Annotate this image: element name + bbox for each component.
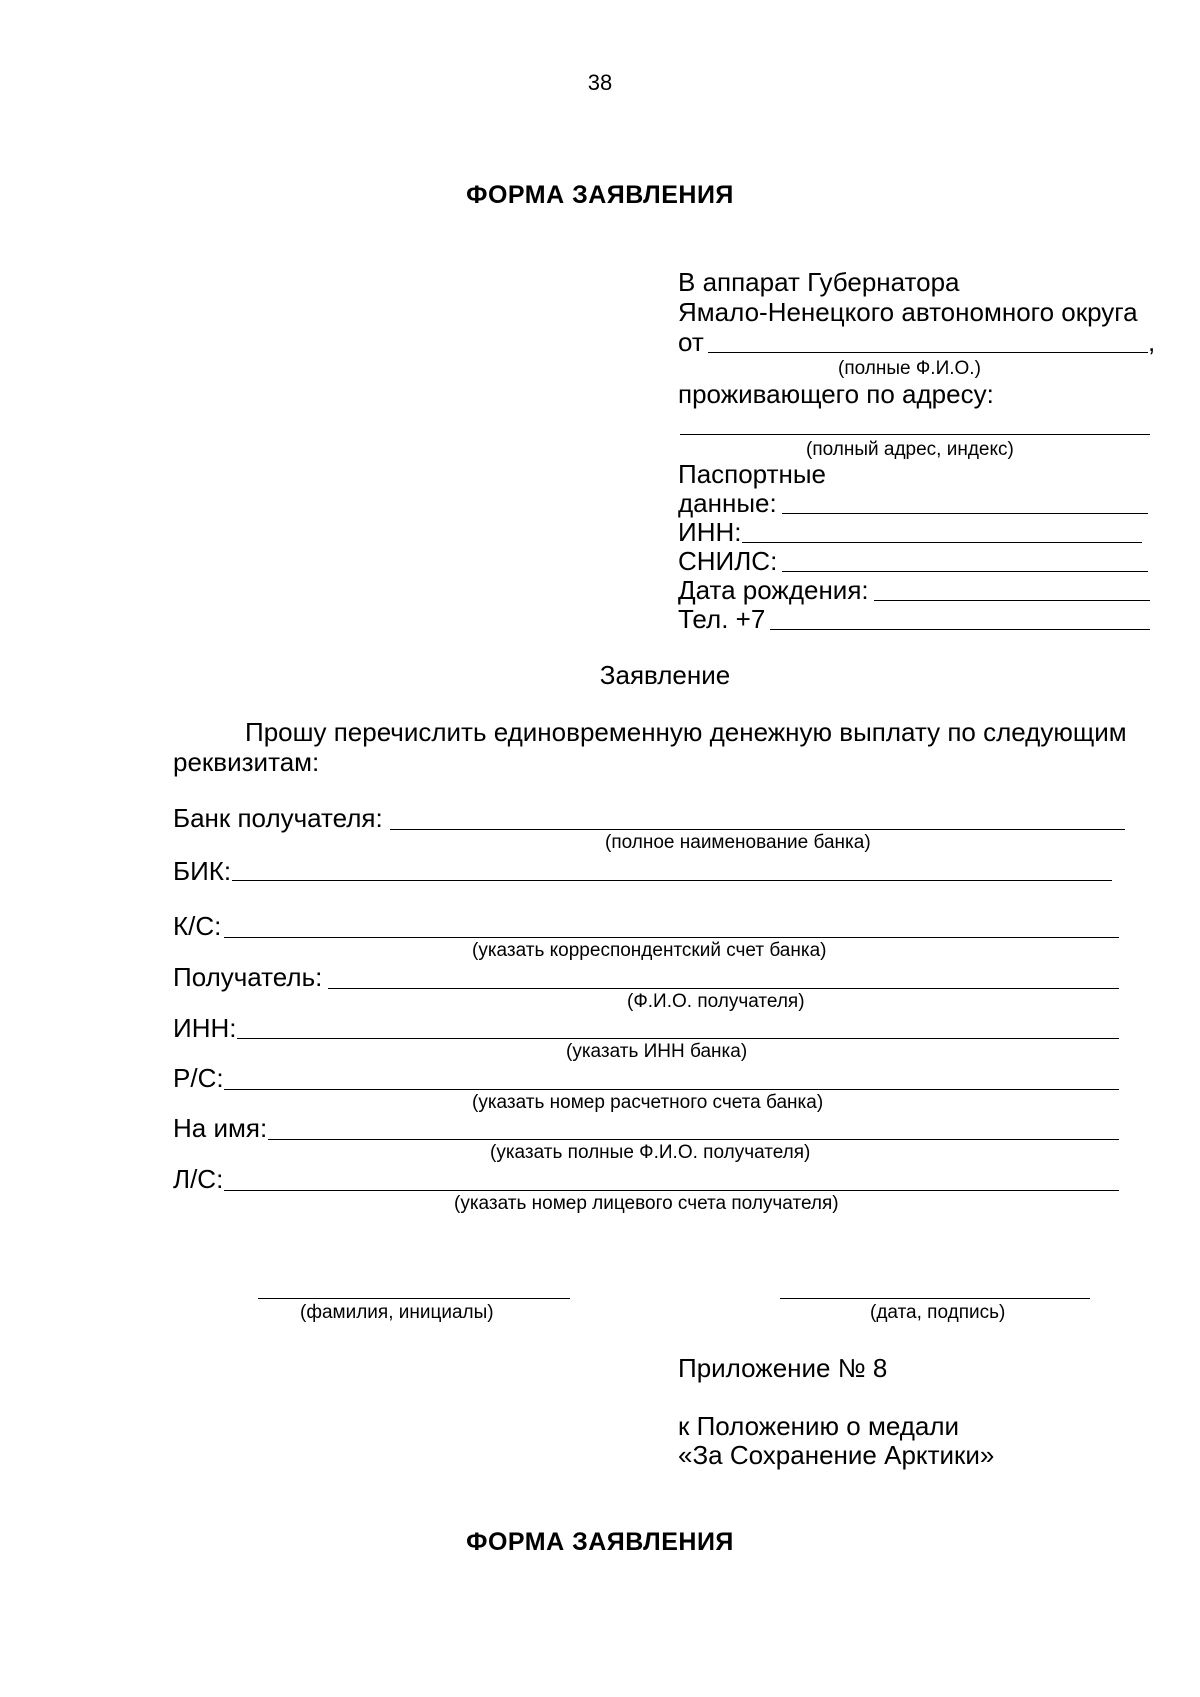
birth-date-label: Дата рождения: [678,575,869,605]
statement-heading: Заявление [599,660,731,690]
field-label: Банк получателя: [173,803,383,833]
date-signature-hint: (дата, подпись) [870,1302,1006,1323]
correspondent-account-field[interactable] [224,937,1119,938]
recipient-field[interactable] [328,988,1119,989]
field-hint: (полное наименование банка) [605,832,871,853]
field-label: БИК: [173,856,232,886]
statement-body-line-1: Прошу перечислить единовременную денежную выплату по следующим [245,717,1127,747]
passport-label-2: данные: [678,488,777,518]
address-field[interactable] [680,434,1150,435]
inn-label: ИНН: [678,517,742,547]
passport-field[interactable] [782,513,1148,514]
form-title: ФОРМА ЗАЯВЛЕНИЯ [466,181,734,209]
field-label: ИНН: [173,1013,237,1043]
surname-initials-hint: (фамилия, инициалы) [300,1302,494,1323]
from-comma: , [1148,327,1156,357]
from-label: от [678,327,704,357]
field-hint: (Ф.И.О. получателя) [627,991,805,1012]
statement-body-line-2: реквизитам: [173,747,320,777]
addressee-line-2: Ямало-Ненецкого автономного округа [678,297,1138,327]
addressee-line-1: В аппарат Губернатора [678,267,960,297]
field-label: К/С: [173,911,222,941]
address-hint: (полный адрес, индекс) [806,439,1014,460]
residing-label: проживающего по адресу: [678,379,994,409]
field-hint: (указать номер расчетного счета банка) [472,1092,824,1113]
appendix-medal-name: «За Сохранение Арктики» [678,1440,995,1470]
field-hint: (указать полные Ф.И.О. получателя) [490,1142,811,1163]
from-name-field[interactable] [708,352,1148,353]
snils-field[interactable] [782,571,1148,572]
surname-initials-field[interactable] [258,1298,570,1299]
form-title-2: ФОРМА ЗАЯВЛЕНИЯ [466,1528,734,1556]
phone-label: Тел. +7 [678,604,766,634]
field-hint: (указать корреспондентский счет банка) [472,940,827,961]
field-label: Р/С: [173,1063,224,1093]
inn-field[interactable] [742,542,1142,543]
field-hint: (указать ИНН банка) [566,1041,748,1062]
birth-date-field[interactable] [874,600,1150,601]
bank-name-field[interactable] [390,829,1125,830]
field-label: Получатель: [173,962,323,992]
settlement-account-field[interactable] [224,1089,1119,1090]
field-label: Л/С: [173,1164,224,1194]
bik-field[interactable] [232,880,1112,881]
snils-label: СНИЛС: [678,546,778,576]
account-holder-field[interactable] [268,1139,1119,1140]
passport-label-1: Паспортные [678,459,826,489]
phone-field[interactable] [770,629,1150,630]
from-hint: (полные Ф.И.О.) [838,358,981,379]
field-hint: (указать номер лицевого счета получателя) [454,1193,839,1214]
field-label: На имя: [173,1113,268,1143]
personal-account-field[interactable] [224,1190,1119,1191]
appendix-number: Приложение № 8 [678,1353,888,1383]
recipient-inn-field[interactable] [237,1038,1119,1039]
appendix-reference: к Положению о медали [678,1411,960,1441]
page-number: 38 [587,70,613,95]
date-signature-field[interactable] [780,1298,1090,1299]
